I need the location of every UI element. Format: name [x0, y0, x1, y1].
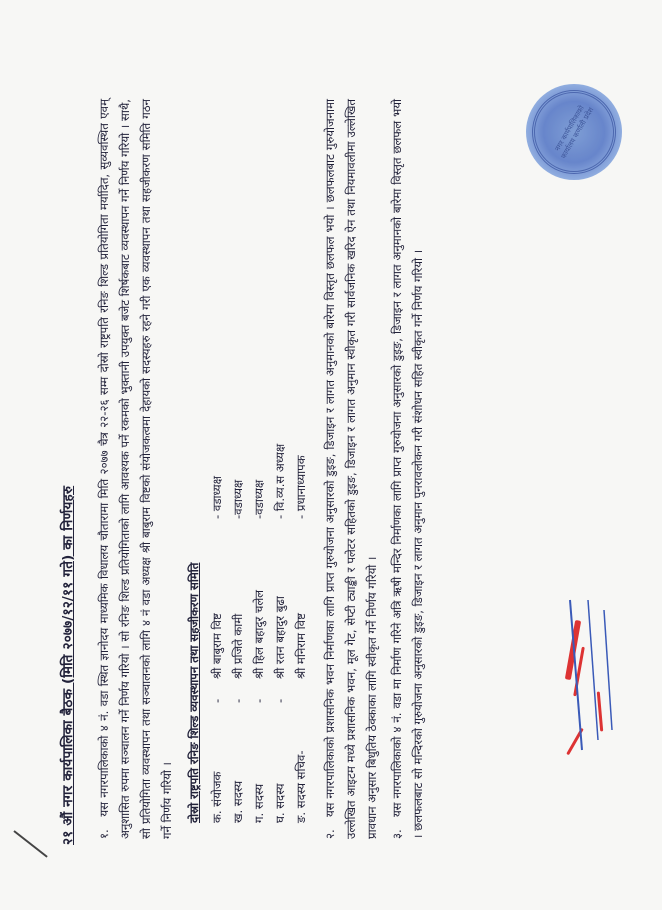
committee-member: [270, 99, 291, 823]
stamp-line: [604, 610, 612, 730]
official-seal: [526, 84, 622, 180]
committee-heading: दोस्रो राष्ट्रपति रनिङ शिल्ड व्यवस्थापन तथा सहजीकरण समिति: [187, 562, 201, 823]
member-dash: -: [210, 698, 224, 703]
member-name: श्री रतन बहादुर बुढा: [273, 596, 287, 679]
committee-member: [291, 99, 312, 823]
member-role: ख. सदस्य: [231, 780, 245, 823]
member-post: -वडाध्यक्ष: [252, 479, 266, 519]
member-dash: -: [252, 698, 266, 703]
page-title: २१ औं नगर कार्यपालिका बैठक (मिति २०७७/१२/११ गते) का निर्णयहरु: [60, 485, 76, 845]
member-name: श्री प्रजिते कामी: [231, 613, 245, 679]
member-post: - प्रधानाध्यापक: [294, 455, 308, 519]
committee-member: [228, 99, 249, 823]
decision-text: यस नगरपालिकाको ४ नं. वडा मा निर्माण गरिने अत्रि ऋषी मन्दिर निर्माणका लागि प्राप्त गुरुयोजना अनुसारको डुइङ, डिजाइन र लागत अनुमानको बारेमा विस्तृत छलफल भयो । छलफलबाट सो मन्दिरको गुरुयोजना अनुसारको डुइङ, डिजाइन र लागत अनुमान पुनरावलोकन गरी संशोधन सहित स्वीकृत गर्ने निर्णय गरियो ।: [390, 99, 425, 839]
decision-number: १.: [97, 829, 111, 839]
decision-2: [320, 99, 383, 839]
member-dash: [291, 679, 312, 703]
committee-member: [249, 99, 270, 823]
member-post: -वडाध्यक्ष: [231, 479, 245, 519]
rotated-document: [50, 35, 610, 875]
stamp-line: [588, 600, 598, 740]
committee-member: [207, 99, 228, 823]
member-post: - वि.व्य.स अध्यक्ष: [273, 443, 287, 519]
decision-text: यस नगरपालिकाको ४ नं. वडा स्थित ज्ञानोदय माध्यमिक विधालय चौतारामा मिति २०७७ चैत्र २२-२६ सम्म दोस्रो राष्ट्रपति रनिङ शिल्ड प्रतियोगिता मर्यादित, सुव्यवस्थित एवम् अनुशासित रुपमा सञ्चालन गर्ने निर्णय गरियो । सो रनिङ शिल्ड प्रतियोगिताको लागि आवश्यक पर्ने रकमको भुक्तानी उपयुक्त बजेट शिर्षकबाट व्यवस्थापन गर्ने निर्णय गरियो । साथै, सो प्रतियोगिता व्यवस्थापन तथा सञ्चालनको लागि ४ नं वडा अध्यक्ष श्री बाबुराम विष्टको संयोजकत्वमा देहायको सदस्यहरु रहने गरी एक व्यवस्थापन तथा सहजीकरण समिति गठन गर्ने निर्णय गरियो ।: [97, 99, 174, 839]
document-body: [94, 99, 433, 839]
member-dash: -: [231, 698, 245, 703]
member-name: श्री हिल बहादुर चलेल: [252, 589, 266, 679]
member-name: श्री बाबुराम विष्ट: [210, 613, 224, 679]
stamp-lines: [560, 590, 630, 760]
stamp-line: [570, 600, 582, 750]
member-role: ग. सदस्य: [252, 783, 266, 823]
decision-1: [94, 99, 178, 839]
member-role: ङ. सदस्य सचिव-: [294, 750, 308, 823]
seal-text: नगर कार्यपालिकाको कार्यालय कर्णाली प्रदेश: [553, 104, 596, 160]
member-dash: -: [273, 698, 287, 703]
member-name: श्री मनिराम विष्ट: [294, 613, 308, 679]
decision-number: ३.: [390, 829, 404, 839]
committee-list: [184, 99, 312, 823]
decision-text: यस नगरपालिकाको प्रशासनिक भवन निर्माणका लागि प्राप्त गुरुयोजना अनुसारको डुइङ, डिजाइन र लागत अनुमानको बारेमा विस्तृत छलफल भयो । छलफलबाट गुरुयोजनामा उल्लेखित आइटम मध्ये प्रशासनिक भवन, मूल गेट, सेप्टी ट्याङ्की र पलेटर सहितको डुइङ, डिजाइन र लागत अनुमान स्वीकृत गरी सार्वजनिक खरिद ऐन तथा नियमावलीमा उल्लेखित प्रावधान अनुसार बिधुतिय ठेक्काका लागि स्वीकृत गर्ने निर्णय गरियो ।: [323, 99, 379, 839]
member-post: - वडाध्यक्ष: [210, 476, 224, 519]
member-role: घ. सदस्य: [273, 783, 287, 823]
page-mark: [13, 830, 47, 857]
member-role: क. संयोजक: [210, 771, 224, 823]
decision-number: २.: [323, 829, 337, 839]
decision-3: [387, 99, 429, 839]
